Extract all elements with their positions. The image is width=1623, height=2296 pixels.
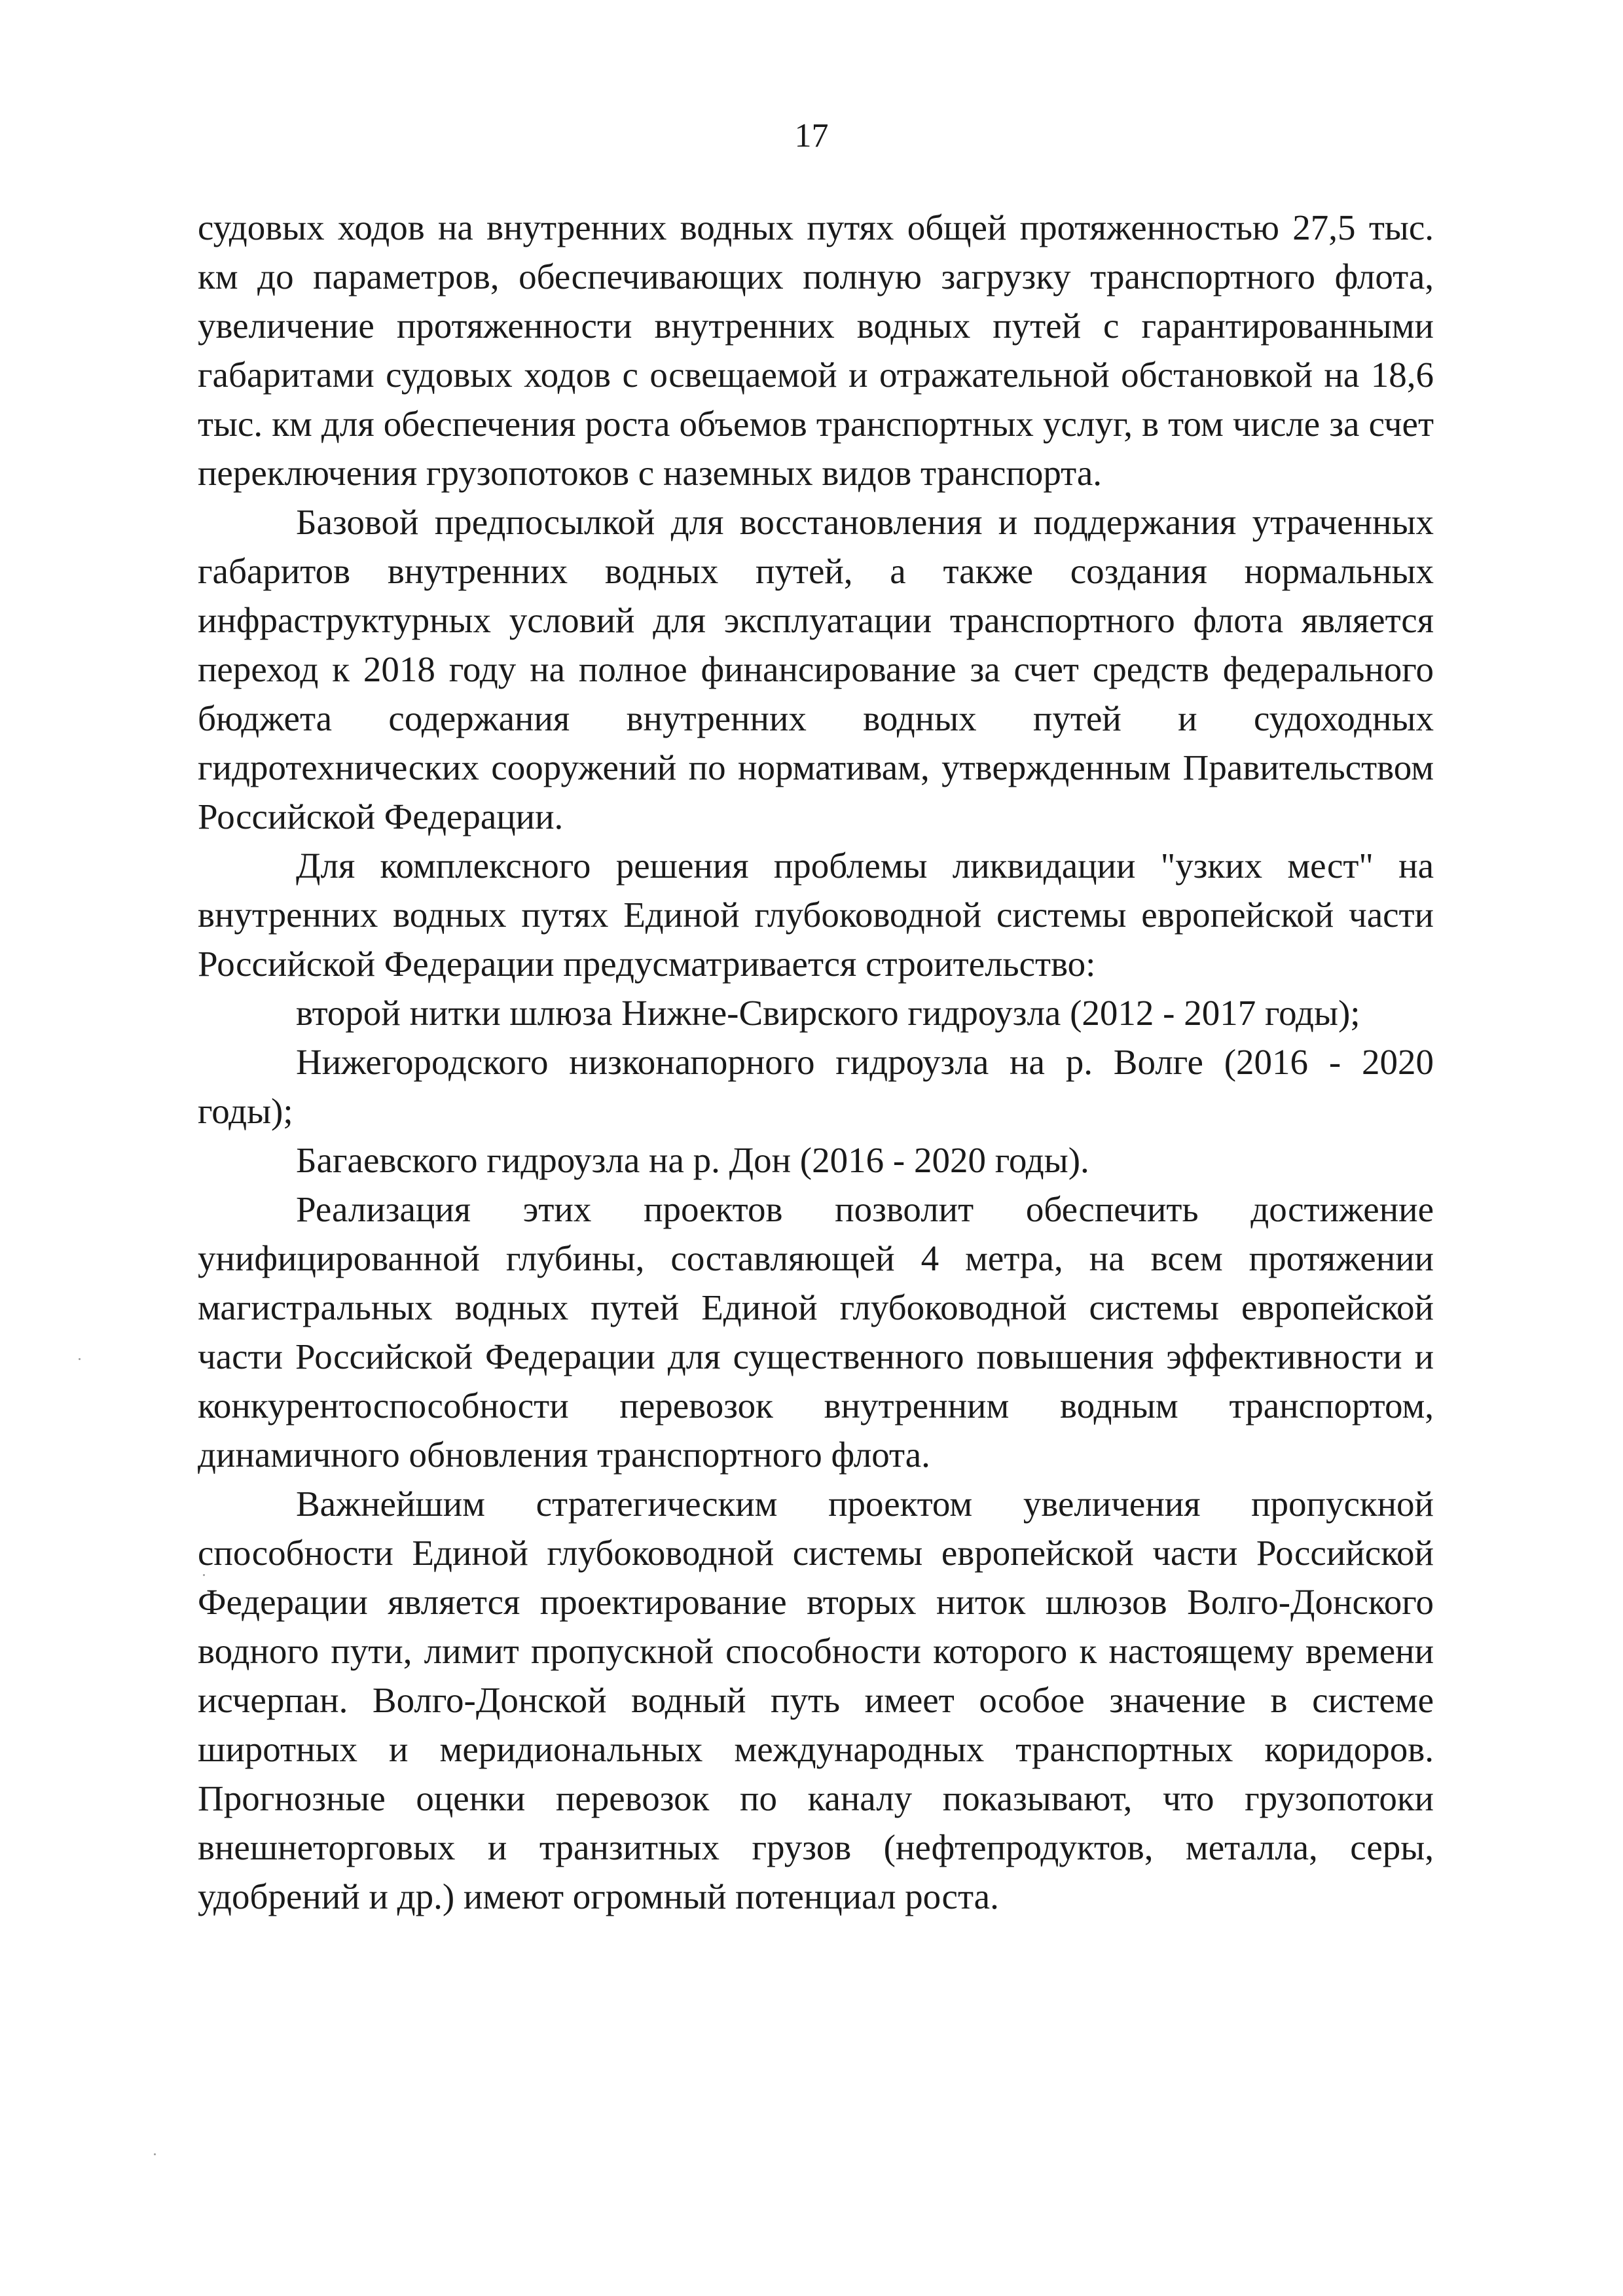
document-body — [198, 203, 1434, 1921]
scan-speck — [154, 2153, 156, 2155]
scan-speck — [79, 1358, 81, 1360]
paragraph-basic-premise: Базовой предпосылкой для восстановления и поддержания утраченных габаритов внутренних водных путей, а также создания нормальных инфраструктурных условий для эксплуатации транспортного флота является переход к 2018 году на полное финансирование за счет средств федерального бюджета содержания внутренних водных путей и судоходных гидротехнических сооружений по нормативам, утвержденным Правительством Российской Федерации. — [198, 502, 1434, 836]
paragraph-project-outcome: Реализация этих проектов позволит обеспечить достижение унифицированной глубины, составляющей 4 метра, на всем протяжении магистральных водных путей Единой глубоководной системы европейской части Российской Федерации для существенного повышения эффективности и конкурентоспособности перевозок внутренним водным транспортом, динамичного обновления транспортного флота. — [198, 1189, 1434, 1475]
page-number: 17 — [794, 117, 829, 154]
list-item-nizhne-svirsky-lock: второй нитки шлюза Нижне-Свирского гидроузла (2012 - 2017 годы); — [296, 993, 1360, 1033]
paragraph-construction-intro: Для комплексного решения проблемы ликвидации "узких мест" на внутренних водных путях Единой глубоководной системы европейской части Российской Федерации предусматривается строительство: — [198, 846, 1434, 984]
paragraph-continued-waterways: судовых ходов на внутренних водных путях общей протяженностью 27,5 тыс. км до параметров, обеспечивающих полную загрузку транспортного флота, увеличение протяженности внутренних водных путей с гарантированными габаритами судовых ходов с освещаемой и отражательной обстановкой на 18,6 тыс. км для обеспечения роста объемов транспортных услуг, в том числе за счет переключения грузопотоков с наземных видов транспорта. — [198, 207, 1434, 493]
paragraph-volga-don-project: Важнейшим стратегическим проектом увеличения пропускной способности Единой глубоководной системы европейской части Российской Федерации является проектирование вторых ниток шлюзов Волго-Донского водного пути, лимит пропускной способности которого к настоящему времени исчерпан. Волго-Донской водный путь имеет особое значение в системе широтных и меридиональных международных транспортных коридоров. Прогнозные оценки перевозок по каналу показывают, что грузопотоки внешнеторговых и транзитных грузов (нефтепродуктов, металла, серы, удобрений и др.) имеют огромный потенциал роста. — [198, 1484, 1434, 1916]
scan-speck — [203, 1574, 205, 1576]
list-item-bagaevsky-hydroscheme: Багаевского гидроузла на р. Дон (2016 - 2020 годы). — [296, 1140, 1089, 1180]
list-item-nizhny-novgorod-hydroscheme: Нижегородского низконапорного гидроузла на р. Волге (2016 - 2020 годы); — [198, 1042, 1434, 1131]
